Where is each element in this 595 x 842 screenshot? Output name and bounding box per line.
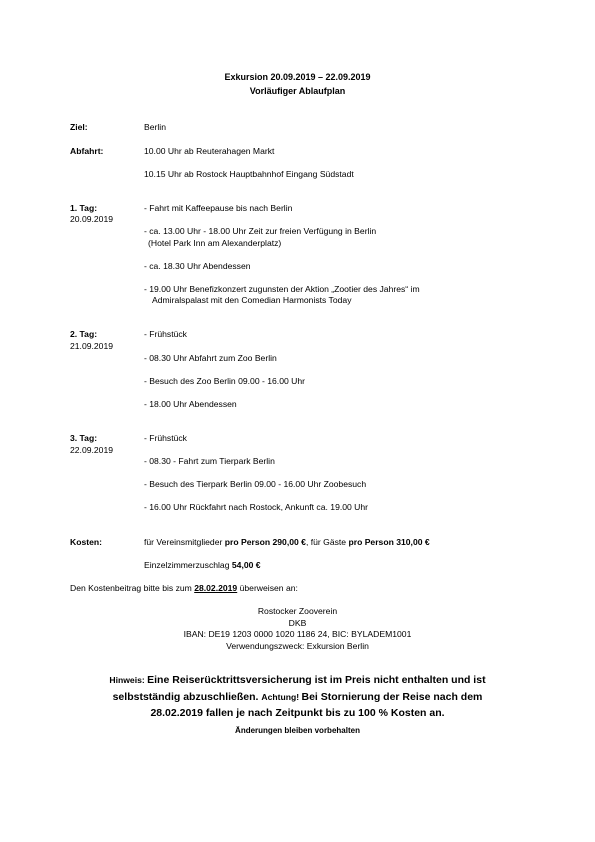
day1-item: - ca. 13.00 Uhr - 18.00 Uhr Zeit zur freien Verfügung in Berlin [144, 226, 377, 236]
ziel-value: Berlin [144, 122, 166, 132]
note-warning: Achtung! [261, 691, 302, 702]
kosten-text: Einzelzimmerzuschlag [144, 560, 232, 570]
kosten-guest-price: pro Person 310,00 € [348, 537, 430, 547]
day1-date: 20.09.2019 [70, 214, 114, 224]
abfahrt-line-2: 10.15 Uhr ab Rostock Hauptbahnhof Eingang Südstadt [144, 169, 354, 179]
abfahrt-label: Abfahrt: [70, 146, 104, 156]
day2-item: - Frühstück [144, 329, 187, 339]
kosten-text: , für Gäste [305, 537, 349, 547]
day2-date: 21.09.2019 [70, 341, 114, 351]
footer-disclaimer: Änderungen bleiben vorbehalten [235, 726, 360, 735]
note-prefix: Hinweis: [109, 675, 148, 685]
document-subtitle: Vorläufiger Ablaufplan [249, 86, 346, 96]
day2-item: - 08.30 Uhr Abfahrt zum Zoo Berlin [144, 353, 277, 363]
note-text: Eine Reiserücktrittsversicherung ist im Preis nicht enthalten und ist [147, 674, 486, 686]
day3-item: - 08.30 - Fahrt zum Tierpark Berlin [144, 456, 275, 466]
payment-instruction [70, 583, 298, 593]
day3-item: - Frühstück [144, 433, 187, 443]
day1-item: Admiralspalast mit den Comedian Harmonists Today [152, 295, 352, 305]
note-text: Bei Stornierung der Reise nach dem [301, 690, 483, 703]
day2-label: 2. Tag: [70, 329, 98, 339]
single-room-surcharge: 54,00 € [231, 560, 261, 570]
ziel-label: Ziel: [70, 122, 88, 132]
note-line-2 [0, 689, 595, 706]
note-line-1 [0, 672, 595, 689]
kosten-line-1 [144, 537, 430, 547]
document-title: Exkursion 20.09.2019 – 22.09.2019 [224, 72, 371, 82]
payment-deadline: 28.02.2019 [194, 583, 238, 593]
bank-recipient: Rostocker Zooverein [257, 606, 338, 616]
day3-item: - Besuch des Tierpark Berlin 09.00 - 16.00 Uhr Zoobesuch [144, 479, 367, 489]
bank-name: DKB [288, 618, 307, 628]
day2-item: - 18.00 Uhr Abendessen [144, 399, 237, 409]
day3-label: 3. Tag: [70, 433, 98, 443]
bank-iban: IBAN: DE19 1203 0000 1020 1186 24, BIC: BYLADEM1001 [183, 629, 412, 639]
kosten-line-2 [144, 560, 261, 570]
note-text: selbstständig abzuschließen. [112, 690, 262, 703]
day2-item: - Besuch des Zoo Berlin 09.00 - 16.00 Uhr [144, 376, 305, 386]
payment-text: überweisen an: [237, 583, 298, 593]
day1-item: - Fahrt mit Kaffeepause bis nach Berlin [144, 203, 293, 213]
day3-date: 22.09.2019 [70, 445, 114, 455]
day1-item: (Hotel Park Inn am Alexanderplatz) [148, 238, 282, 248]
day1-item: - 19.00 Uhr Benefizkonzert zugunsten der Aktion „Zootier des Jahres“ im [144, 284, 420, 294]
payment-text: Den Kostenbeitrag bitte bis zum [70, 583, 195, 593]
day1-item: - ca. 18.30 Uhr Abendessen [144, 261, 251, 271]
day3-item: - 16.00 Uhr Rückfahrt nach Rostock, Ankunft ca. 19.00 Uhr [144, 502, 369, 512]
day1-label: 1. Tag: [70, 203, 98, 213]
kosten-label: Kosten: [70, 537, 102, 547]
kosten-text: für Vereinsmitglieder [144, 537, 225, 547]
abfahrt-line-1: 10.00 Uhr ab Reuterahagen Markt [144, 146, 275, 156]
kosten-member-price: pro Person 290,00 € [224, 537, 306, 547]
note-line-3: 28.02.2019 fallen je nach Zeitpunkt bis zu 100 % Kosten an. [150, 707, 445, 719]
cancellation-note [0, 672, 595, 722]
bank-purpose: Verwendungszweck: Exkursion Berlin [226, 641, 369, 651]
